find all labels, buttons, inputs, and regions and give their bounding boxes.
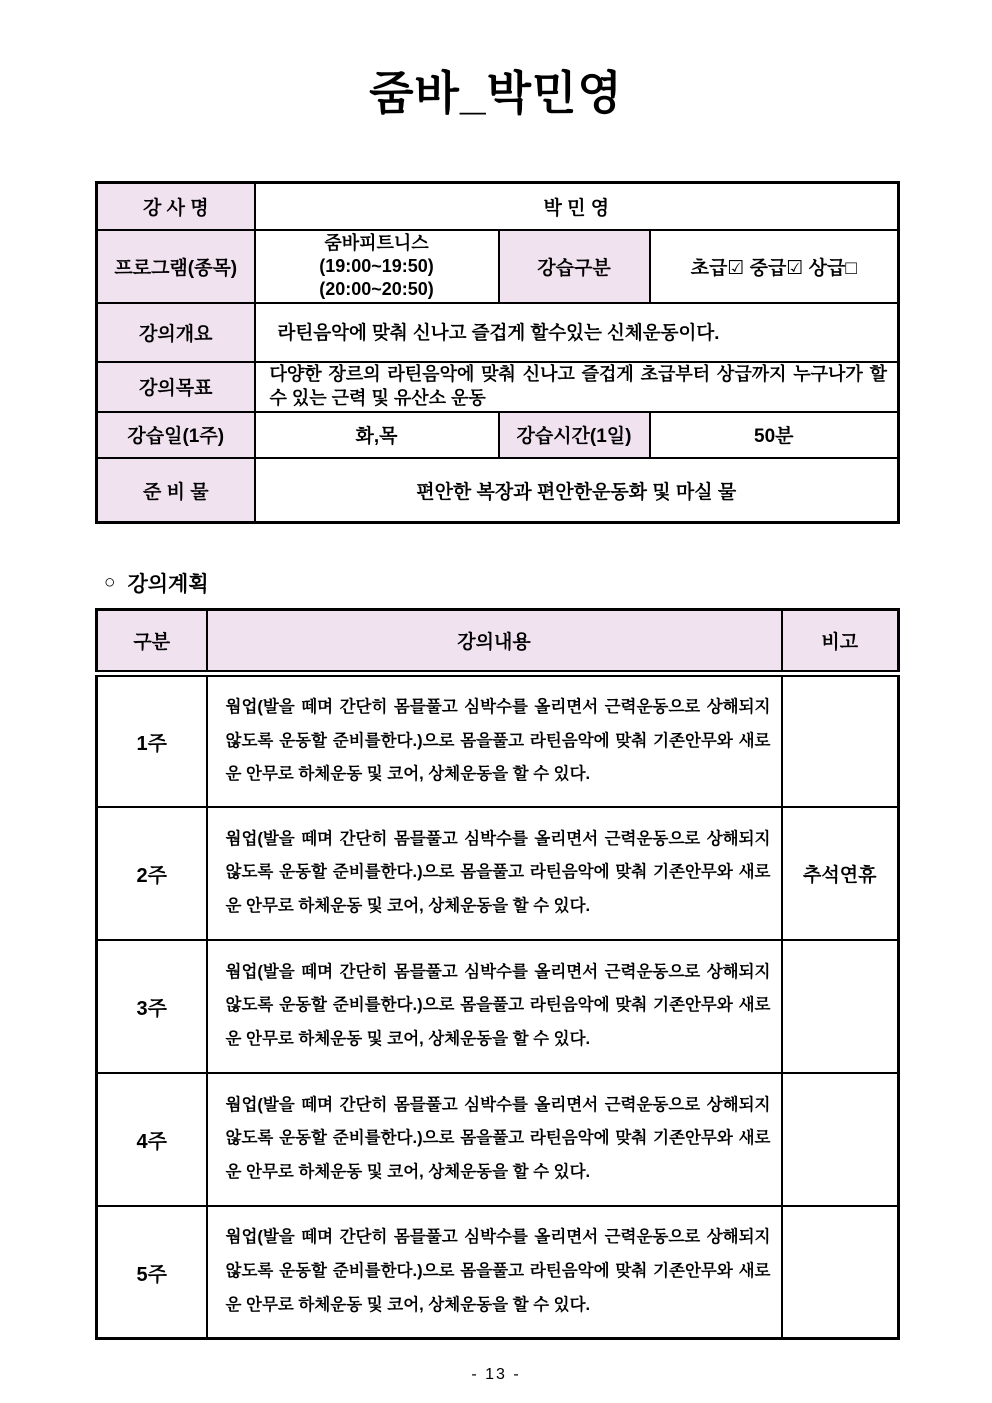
objective-label: 강의목표 [97, 362, 255, 412]
note-cell [782, 1206, 899, 1339]
instructor-row [97, 183, 899, 230]
duration-value: 50분 [650, 412, 899, 458]
page-number: - 13 - [471, 1366, 521, 1384]
note-cell [782, 1073, 899, 1206]
instructor-label: 강 사 명 [97, 183, 255, 230]
days-value: 화,목 [255, 412, 499, 458]
overview-row [97, 303, 899, 362]
duration-label: 강습시간(1일) [499, 412, 650, 458]
content-cell: 웜업(발을 떼며 간단히 몸믈풀고 심박수를 올리면서 근력운동으로 상해되지않도록 운동할 준비를한다.)으로 몸을풀고 라틴음악에 맞춰 기존안무와 새로운 안무로 하체운동 및 코어, 상체운동을 할 수 있다. [207, 1206, 782, 1339]
plan-section-heading [104, 568, 992, 598]
circle-bullet-icon: ○ [104, 572, 116, 594]
supplies-value: 편안한 복장과 편안한운동화 및 마실 물 [255, 458, 899, 523]
content-cell: 웜업(발을 떼며 간단히 몸믈풀고 심박수를 올리면서 근력운동으로 상해되지않도록 운동할 준비를한다.)으로 몸을풀고 라틴음악에 맞춰 기존안무와 새로운 안무로 하체운동 및 코어, 상체운동을 할 수 있다. [207, 674, 782, 807]
program-row [97, 230, 899, 303]
objective-row [97, 362, 899, 412]
week-cell: 3주 [97, 940, 207, 1073]
instructor-value: 박 민 영 [255, 183, 899, 230]
class-level-label: 강습구분 [499, 230, 650, 303]
supplies-label: 준 비 물 [97, 458, 255, 523]
days-label: 강습일(1주) [97, 412, 255, 458]
program-time-1: (19:00~19:50) [319, 255, 434, 276]
program-time-2: (20:00~20:50) [319, 278, 434, 299]
plan-week-row [97, 1073, 899, 1206]
col-header-content: 강의내용 [207, 610, 782, 674]
schedule-row [97, 412, 899, 458]
week-cell: 5주 [97, 1206, 207, 1339]
content-cell: 웜업(발을 떼며 간단히 몸믈풀고 심박수를 올리면서 근력운동으로 상해되지않도록 운동할 준비를한다.)으로 몸을풀고 라틴음악에 맞춰 기존안무와 새로운 안무로 하체운동 및 코어, 상체운동을 할 수 있다. [207, 1073, 782, 1206]
plan-week-row [97, 674, 899, 807]
content-cell: 웜업(발을 떼며 간단히 몸믈풀고 심박수를 올리면서 근력운동으로 상해되지않도록 운동할 준비를한다.)으로 몸을풀고 라틴음악에 맞춰 기존안무와 새로운 안무로 하체운동 및 코어, 상체운동을 할 수 있다. [207, 940, 782, 1073]
class-info-table [95, 181, 900, 524]
note-cell [782, 674, 899, 807]
objective-value: 다양한 장르의 라틴음악에 맞춰 신나고 즐겁게 초급부터 상급까지 누구나가 할 수 있는 근력 및 유산소 운동 [255, 362, 899, 412]
page-title: 줌바_박민영 [369, 67, 623, 119]
week-cell: 4주 [97, 1073, 207, 1206]
lecture-plan-table [95, 608, 900, 1340]
week-cell: 1주 [97, 674, 207, 807]
program-label: 프로그램(종목) [97, 230, 255, 303]
col-header-division: 구분 [97, 610, 207, 674]
note-cell: 추석연휴 [782, 807, 899, 940]
program-name: 줌바피트니스 [324, 232, 429, 253]
plan-week-row [97, 807, 899, 940]
supplies-row [97, 458, 899, 523]
col-header-note: 비고 [782, 610, 899, 674]
content-cell: 웜업(발을 떼며 간단히 몸믈풀고 심박수를 올리면서 근력운동으로 상해되지않도록 운동할 준비를한다.)으로 몸을풀고 라틴음악에 맞춰 기존안무와 새로운 안무로 하체운동 및 코어, 상체운동을 할 수 있다. [207, 807, 782, 940]
plan-heading-text: 강의계획 [127, 573, 209, 597]
week-cell: 2주 [97, 807, 207, 940]
plan-header-row [97, 610, 899, 674]
note-cell [782, 940, 899, 1073]
plan-week-row [97, 1206, 899, 1339]
class-level-checkboxes: 초급☑ 중급☑ 상급□ [650, 230, 899, 303]
overview-label: 강의개요 [97, 303, 255, 362]
plan-week-row [97, 940, 899, 1073]
program-value [255, 230, 499, 303]
overview-value: 라틴음악에 맞춰 신나고 즐겁게 할수있는 신체운동이다. [255, 303, 899, 362]
